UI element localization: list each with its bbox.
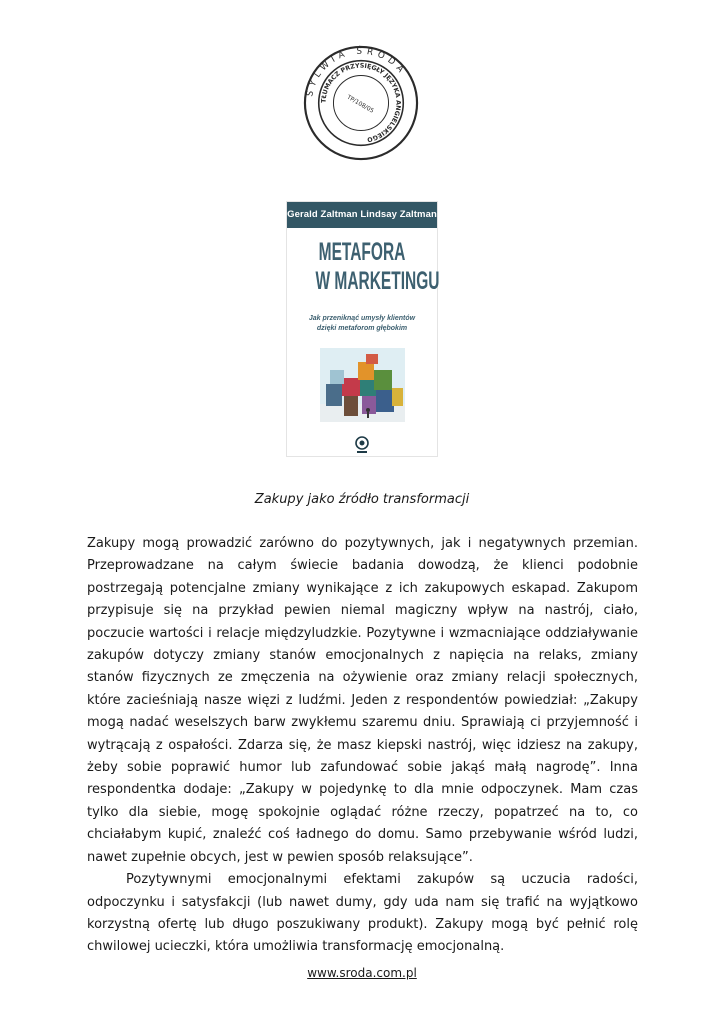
cover-title	[315, 238, 440, 296]
article-body	[87, 533, 638, 959]
publisher-logo	[354, 436, 370, 454]
cover-subtitle-line: Jak przeniknąć umysły klientów	[308, 315, 416, 322]
article-paragraph: Pozytywnymi emocjonalnymi efektami zakupów są uczucia radości, odpoczynku i satysfakcji (lub nawet dumy, gdy uda nam się trafić na wyjątkowo korzystną ofertę lub długo poszukiwany produkt). Zakupy mogą być pełnić rolę chwilowej ucieczki, która umożliwia transformację emocjonalną.	[87, 872, 638, 955]
cover-subtitle-line: dzięki metaforom głębokim	[316, 325, 408, 332]
cover-title-line: W MARKETINGU	[315, 267, 440, 295]
cover-subtitle	[287, 314, 437, 334]
footer	[0, 965, 724, 981]
article-title: Zakupy jako źródło transformacji	[254, 492, 470, 507]
cover-illustration	[320, 348, 405, 422]
cover-authors: Gerald Zaltman Lindsay Zaltman	[287, 202, 437, 228]
website-link[interactable]: www.sroda.com.pl	[307, 966, 417, 980]
translator-stamp	[302, 44, 420, 162]
stamp-outer-text: SYLWIA ŚRODA	[305, 46, 409, 98]
book-cover	[287, 202, 440, 456]
stamp-number: TP/108/05	[345, 94, 375, 115]
article-paragraph: Zakupy mogą prowadzić zarówno do pozytywnych, jak i negatywnych przemian. Przeprowadzane na całym świecie badania dowodzą, że klienci podobnie postrzegają potencjalne zmiany wynikające z ich zakupowych eskapad. Zakupom przypisuje się na przykład pewien niemal magiczny wpływ na nastrój, ciało, poczucie wartości i relacje międzyludzkie. Pozytywne i wzmacniające oddziaływanie zakupów dotyczy zmiany stanów emocjonalnych z napięcia na relaks, zmiany stanów fizycznych ze zmęczenia na ożywienie oraz zmiany relacji społecznych, które zacieśniają nasze więzi z ludźmi. Jeden z respondentów powiedział: „Zakupy mogą nadać weselszych barw zwykłemu szaremu dniu. Sprawiają ci przyjemność i wytrącają z ospałości. Zdarza się, że masz kiepski nastrój, więc idziesz na zakupy, żeby sobie poprawić humor lub zafundować sobie jakąś małą nagrodę”. Inna respondentka dodaje: „Zakupy w pojedynkę to dla mnie odpoczynek. Mam czas tylko dla siebie, mogę spokojnie oglądać różne rzeczy, popatrzeć na to, co chciałabym kupić, znaleźć coś ładnego do domu. Samo przebywanie wśród ludzi, nawet zupełnie obcych, jest w pewien sposób relaksujące”.	[87, 536, 638, 865]
cover-title-line: METAFORA	[318, 238, 406, 266]
stamp-inner-text: TŁUMACZ PRZYSIĘGŁY JĘZYKA ANGIELSKIEGO	[320, 62, 402, 143]
